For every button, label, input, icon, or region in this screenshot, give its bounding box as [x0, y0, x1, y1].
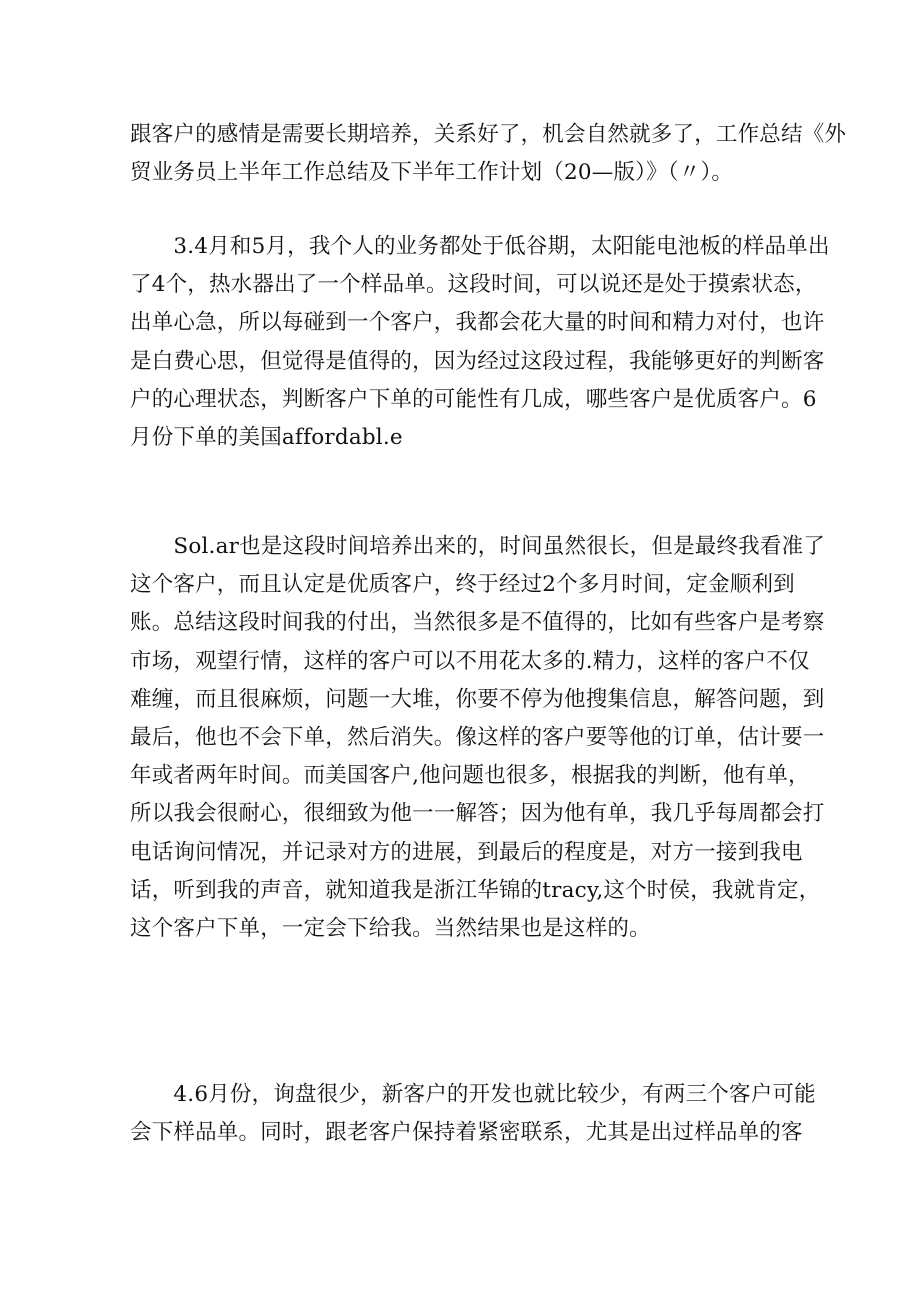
- paragraph-june: [130, 1076, 816, 1152]
- text-line: 贸业务员上半年工作总结及下半年工作计划（20—版）》（〃）。: [130, 160, 734, 186]
- text-line: 出单心急，所以每碰到一个客户，我都会花大量的时间和精力对付，也许: [130, 310, 825, 336]
- text-line: 会下样品单。同时，跟老客户保持着紧密联系，尤其是出过样品单的客: [130, 1120, 803, 1146]
- text-line: 电话询问情况，并记录对方的进展，到最后的程度是，对方一接到我电: [130, 839, 803, 865]
- text-line: 所以我会很耐心，很细致为他一一解答；因为他有单，我几乎每周都会打: [130, 801, 825, 827]
- text-line: 年或者两年时间。而美国客户,他问题也很多，根据我的判断，他有单，: [130, 763, 810, 789]
- text-line: 户的心理状态，判断客户下单的可能性有几成，哪些客户是优质客户。6: [130, 386, 817, 412]
- text-line: 市场，观望行情，这样的客户可以不用花太多的.精力，这样的客户不仅: [130, 648, 810, 674]
- paragraph-relationship: [130, 116, 847, 192]
- text-line: 话，听到我的声音，就知道我是浙江华锦的tracy,这个时侯，我就肯定，: [130, 877, 821, 903]
- text-line: 3.4月和5月，我个人的业务都处于低谷期，太阳能电池板的样品单出: [130, 234, 830, 259]
- paragraph-april-may: [130, 228, 830, 457]
- paragraph-solar-customer: [130, 528, 825, 948]
- text-line: 账。总结这段时间我的付出，当然很多是不值得的，比如有些客户是考察: [130, 610, 825, 636]
- text-line: 跟客户的感情是需要长期培养，关系好了，机会自然就多了，工作总结《外: [130, 122, 847, 147]
- text-line: 了4个，热水器出了一个样品单。这段时间，可以说还是处于摸索状态，: [130, 272, 817, 298]
- text-line: 这个客户下单，一定会下给我。当然结果也是这样的。: [130, 916, 651, 942]
- text-line: Sol.ar也是这段时间培养出来的，时间虽然很长，但是最终我看准了: [130, 534, 825, 559]
- text-line: 这个客户，而且认定是优质客户，终于经过2个多月时间，定金顺利到: [130, 572, 795, 598]
- text-line: 4.6月份，询盘很少，新客户的开发也就比较少，有两三个客户可能: [130, 1082, 816, 1107]
- text-line: 是白费心思，但觉得是值得的，因为经过这段过程，我能够更好的判断客: [130, 348, 825, 374]
- text-line: 难缠，而且很麻烦，问题一大堆，你要不停为他搜集信息，解答问题，到: [130, 686, 825, 712]
- text-line: 最后，他也不会下单，然后消失。像这样的客户要等他的订单，估计要一: [130, 725, 825, 751]
- text-line: 月份下单的美国affordabl.e: [130, 425, 403, 451]
